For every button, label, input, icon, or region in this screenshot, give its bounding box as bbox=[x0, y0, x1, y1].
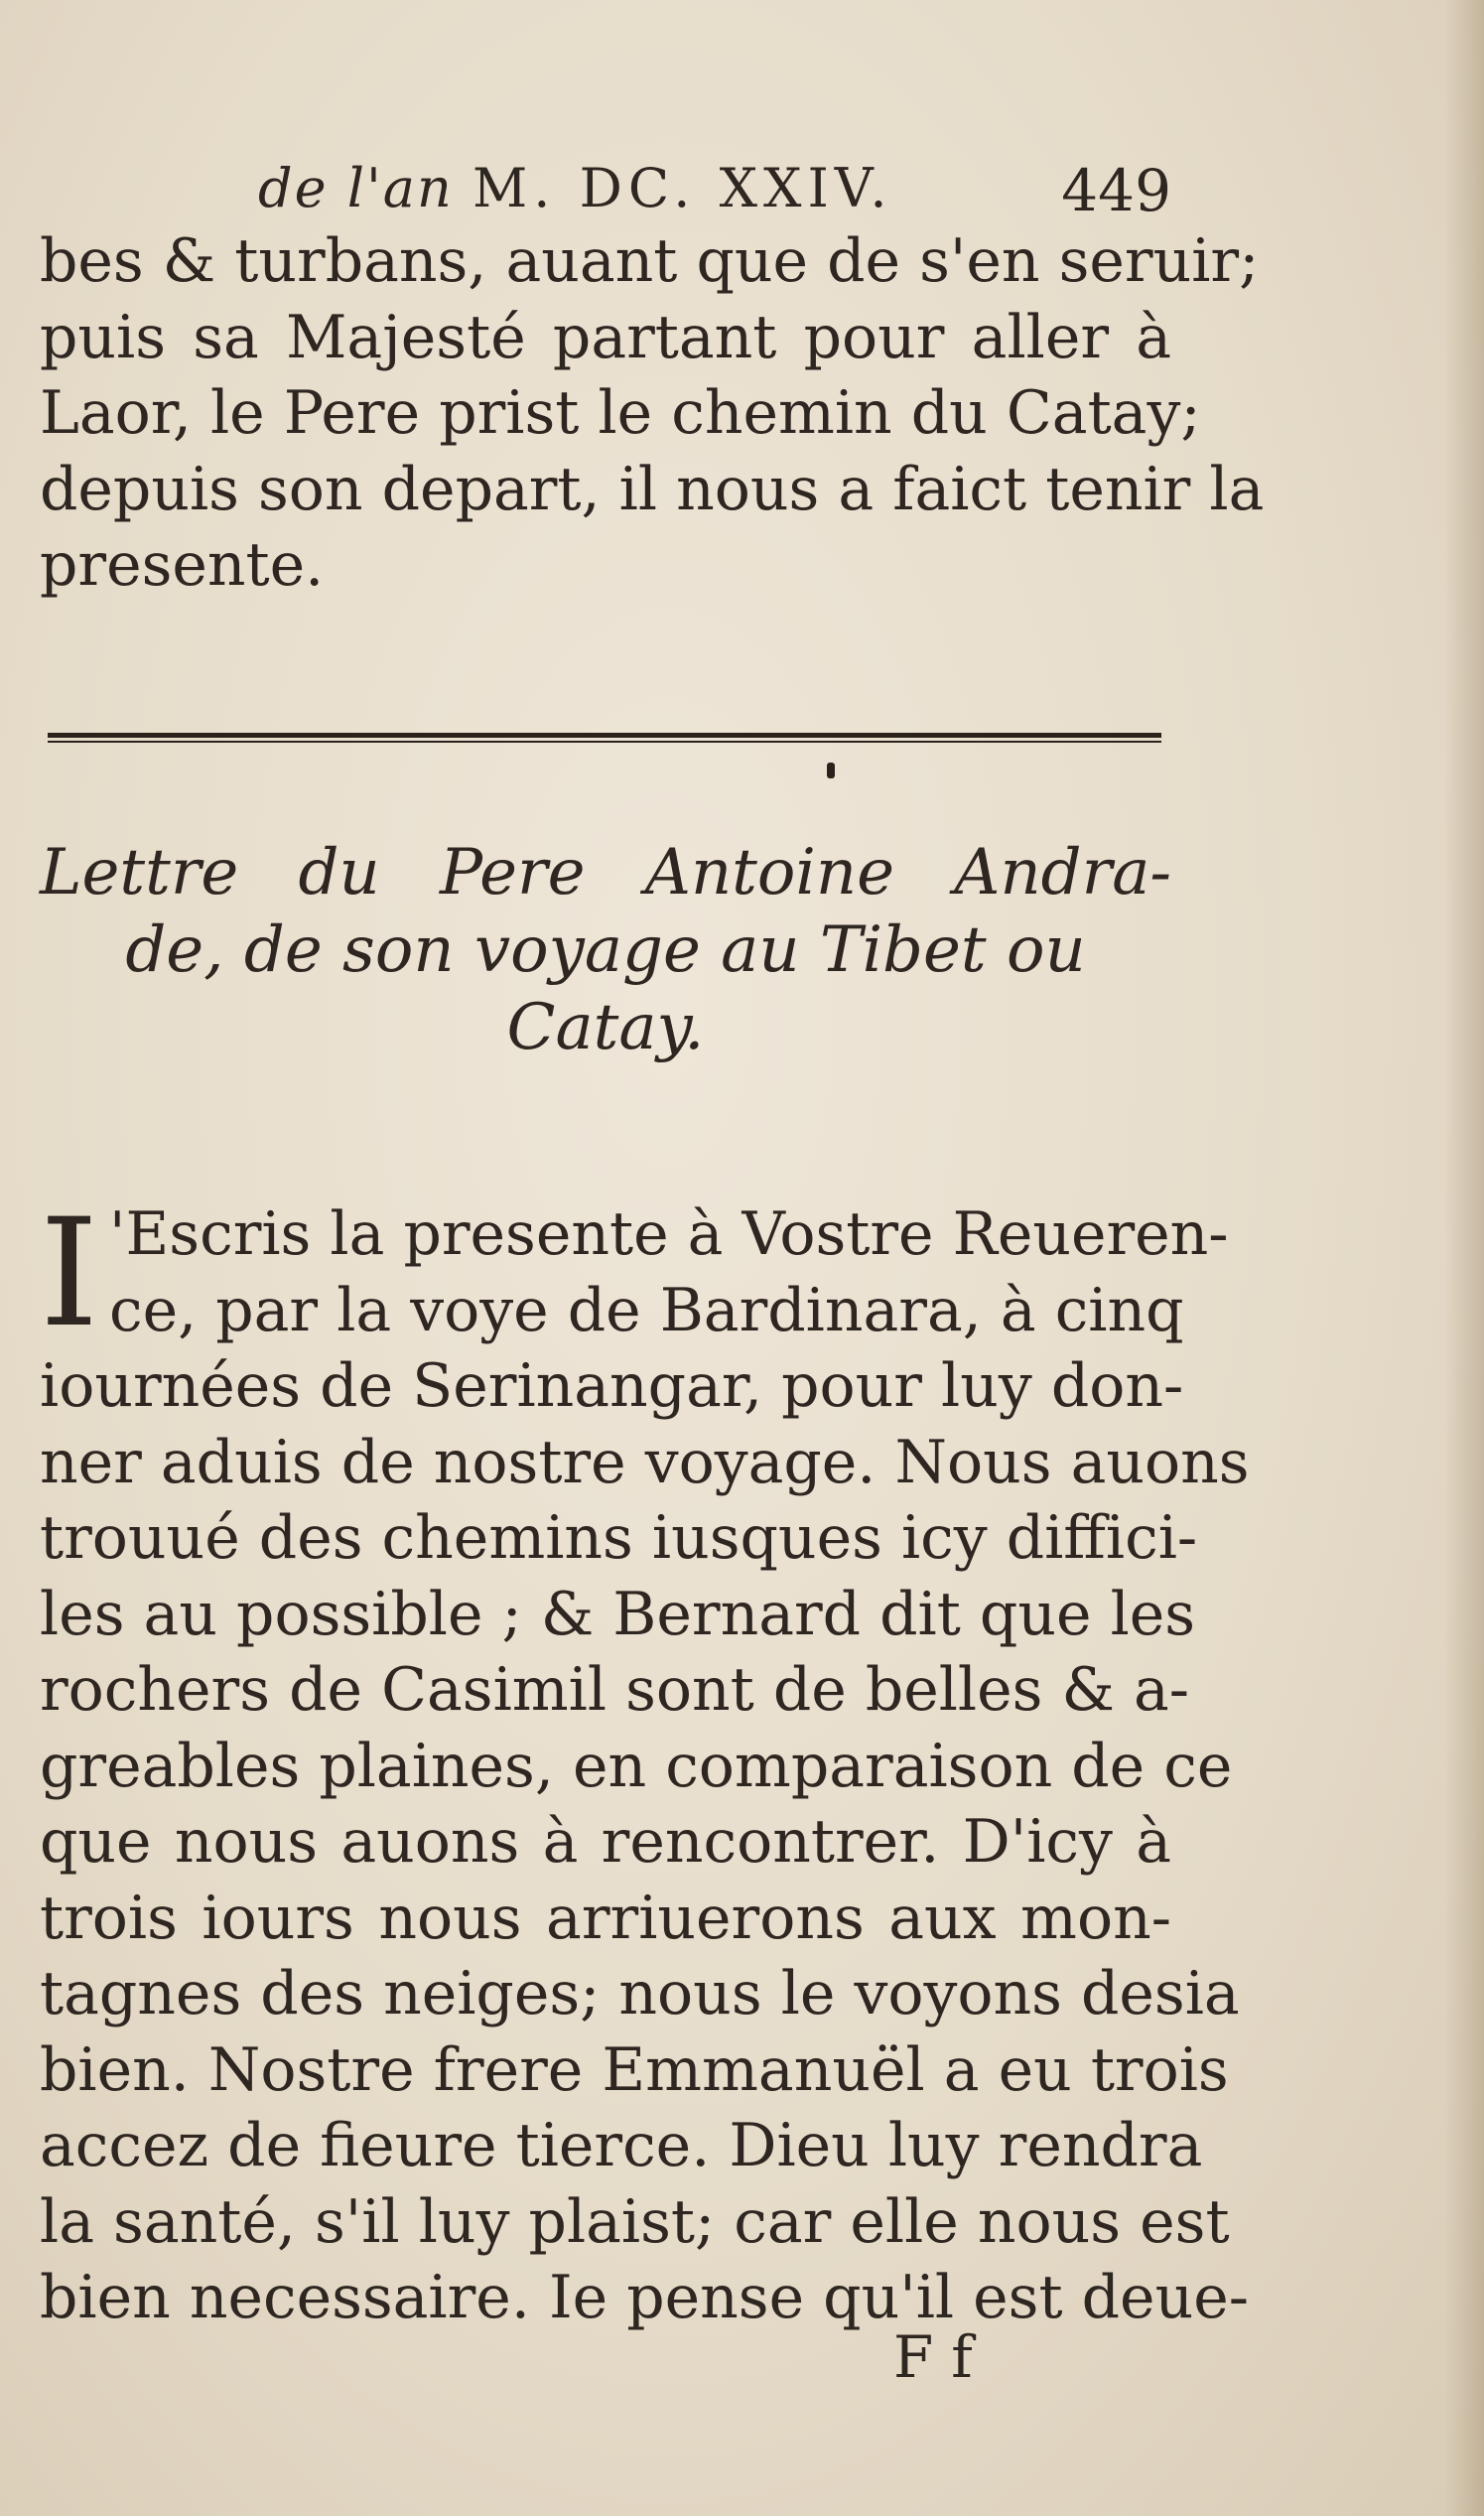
page-edge-shadow bbox=[1444, 0, 1484, 2516]
text-line: bes & turbans, auant que de s'en seruir; bbox=[40, 226, 1260, 296]
text-line: rochers de Casimil sont de belles & a- bbox=[40, 1655, 1190, 1725]
running-title bbox=[258, 157, 893, 219]
top-paragraph bbox=[40, 223, 1265, 604]
body-paragraph bbox=[40, 1188, 1250, 2336]
title-line: Lettre du Pere Antoine Andra- bbox=[40, 836, 1171, 909]
section-divider-rule bbox=[48, 733, 1161, 743]
text-line: que nous auons à rencontrer. D'icy à bbox=[40, 1807, 1171, 1877]
letter-title bbox=[40, 834, 1171, 1066]
page-number: 449 bbox=[1061, 157, 1171, 224]
text-line: 'Escris la presente à Vostre Reueren- bbox=[109, 1199, 1229, 1269]
text-line: trois iours nous arriuerons aux mon- bbox=[40, 1883, 1171, 1953]
text-line: presente. bbox=[40, 530, 325, 600]
running-title-italic: de l'an bbox=[258, 157, 454, 219]
text-line: bien. Nostre frere Emmanuël a eu trois bbox=[40, 2034, 1229, 2105]
title-line: de, de son voyage au Tibet ou bbox=[125, 913, 1086, 987]
text-line: ce, par la voye de Bardinara, à cinq bbox=[109, 1275, 1184, 1345]
text-line: accez de fieure tierce. Dieu luy rendra bbox=[40, 2111, 1203, 2180]
text-line: tagnes des neiges; nous le voyons desia bbox=[40, 1959, 1240, 2028]
page-header bbox=[258, 149, 1171, 228]
text-line: depuis son depart, il nous a faict tenir la bbox=[40, 454, 1265, 524]
text-line: iournées de Serinangar, pour luy don- bbox=[40, 1351, 1184, 1421]
title-line: Catay. bbox=[506, 991, 705, 1064]
text-line: ner aduis de nostre voyage. Nous auons bbox=[40, 1427, 1250, 1497]
text-line: bien necessaire. Ie pense qu'il est deue- bbox=[40, 2263, 1249, 2332]
signature-mark: Ff bbox=[893, 2323, 991, 2391]
text-line: puis sa Majesté partant pour aller à bbox=[40, 302, 1171, 372]
text-line: la santé, s'il luy plaist; car elle nous est bbox=[40, 2186, 1230, 2257]
drop-cap: I bbox=[40, 1188, 99, 1360]
text-line: les au possible ; & Bernard dit que les bbox=[40, 1579, 1196, 1649]
text-line: trouué des chemins iusques icy diffici- bbox=[40, 1503, 1198, 1573]
ink-mark bbox=[827, 763, 835, 778]
running-title-year: M. DC. XXIV. bbox=[472, 157, 893, 219]
text-line: greables plaines, en comparaison de ce bbox=[40, 1731, 1233, 1801]
text-line: Laor, le Pere prist le chemin du Catay; bbox=[40, 378, 1201, 448]
